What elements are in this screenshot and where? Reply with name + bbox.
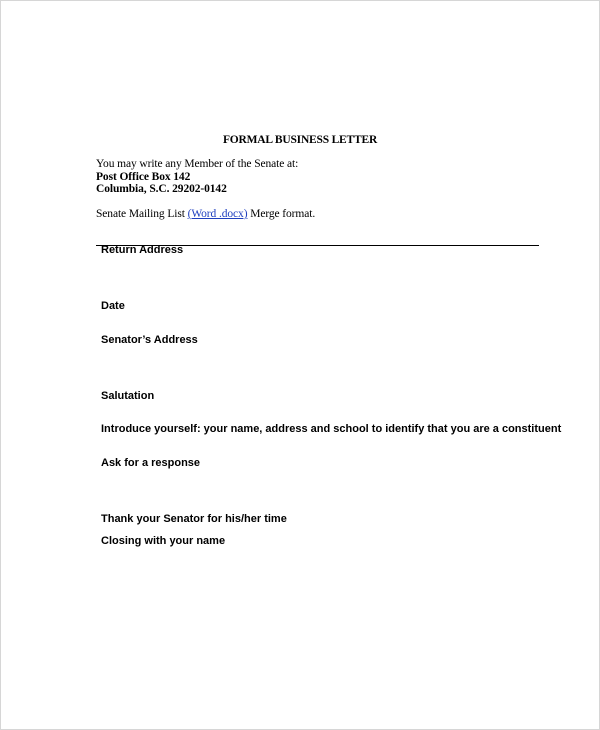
field-thank-senator: Thank your Senator for his/her time [101, 513, 287, 525]
field-senator-address: Senator’s Address [101, 334, 198, 346]
mailing-list-line [96, 208, 315, 220]
intro-line: You may write any Member of the Senate at: [96, 158, 299, 170]
mailing-list-suffix: Merge format. [247, 208, 316, 220]
mailing-list-prefix: Senate Mailing List [96, 208, 188, 220]
field-ask-response: Ask for a response [101, 457, 201, 469]
field-salutation: Salutation [101, 390, 155, 402]
letter-title: FORMAL BUSINESS LETTER [222, 134, 378, 146]
field-date: Date [101, 300, 125, 312]
address-line-2: Columbia, S.C. 29202-0142 [96, 183, 227, 195]
field-closing: Closing with your name [101, 535, 226, 547]
field-introduce-yourself: Introduce yourself: your name, address and school to identify that you are a constituent [101, 423, 562, 435]
field-return-address: Return Address [101, 244, 184, 256]
word-docx-link[interactable]: (Word .docx) [187, 208, 248, 220]
address-line-1: Post Office Box 142 [96, 171, 191, 183]
